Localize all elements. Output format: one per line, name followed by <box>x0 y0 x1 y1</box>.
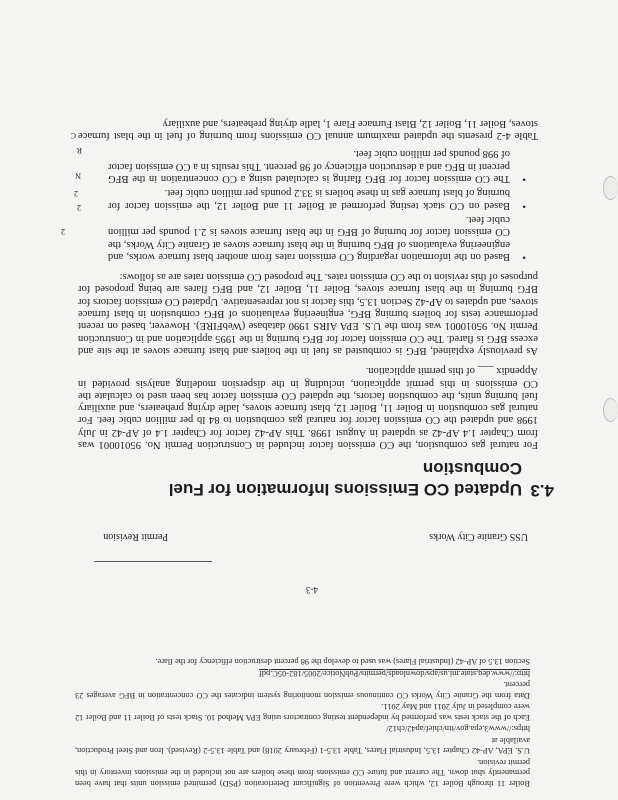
section-number: 4.3 <box>530 481 554 500</box>
subscript-r: R <box>76 146 82 155</box>
section-title-line1: Updated CO Emissions Information for Fuel <box>168 480 522 499</box>
footnote-1: U.S. EPA, AP-42 Chapter 13.5, Industrial Flares, Table 13.5-1 (February 2018) and Table 13.5-2 (Revised). Iron and Steel Production, available at <box>75 736 530 756</box>
section-title-line2: Combustion <box>422 459 522 478</box>
section-title <box>122 458 522 500</box>
footnote-3: Data from the Granite City Works CO continuous emission monitoring system indicates the CO concentration in BFG averages 23 percent. <box>75 680 530 700</box>
footnote-1-ref: https://www3.epa.gov/ttn/chief/ap42/ch12/ <box>386 724 530 734</box>
paragraph-table-reference: Table 4-2 presents the updated maximum annual CO emissions from burning of fuel in the blast furnace stoves, Boiler 11, Boiler 12, Blast Furnace Flare 1, ladle drying preheaters, and auxiliary <box>78 117 538 142</box>
body-text <box>78 117 538 450</box>
subscript-co2-a: 2 <box>77 203 81 212</box>
header-facility: USS Granite City Works <box>429 531 528 542</box>
header-document-type: Permit Revision <box>103 531 168 542</box>
bullet-flare: • The CO emission factor for BFG flaring is calculated using a CO concentration in the BFG percent in BFG and a destruction efficiency of 98 percent. This results in a CO emission factor of 998 pounds per million cubic feet. <box>78 147 510 184</box>
paragraph-natural-gas: For natural gas combustion, the CO emission factor included in Construction Permit No. 95010001 was from Chapter 1.4 AP-42 as updated in August 1998. This AP-42 factor for Chapter 1.4 of AP-42 in July 1998 and updated the CO emission factor for natural gas combustion to 84 lb per million cubic feet. For natural gas combustion in Boiler 11, Boiler 12, blast furnace stoves, ladle drying preheaters, and auxiliary fuel burning units, the combustion factors, the updated CO emission factor has been used to calculate the CO emissions in this permit application, including in the dispersion modeling analysis provided in Appendix ___ of this permit application. <box>78 365 538 450</box>
bullet-stoves: • Based on the information regarding CO emission rates from another blast furnace works, and engineering evaluations of BFG burning in the blast furnace stoves at Granite City Works, the CO emission factor for burning of BFG in the blast furnace stoves is 2.1 pounds per million cubic feet. <box>78 213 510 262</box>
subscript-co2-b: 2 <box>74 189 78 198</box>
binder-hole-bottom <box>603 176 618 200</box>
footnote-2: Each of the stack tests was performed by independent testing contractors using EPA Method 10. Stack tests of Boiler 11 and Boiler 12 were completed in July 2011 and May 2011. <box>75 702 530 722</box>
footnote-4-link[interactable]: http://www.deq.state.mi.us/aps/downloads/permits/PubNotice/2005/182-05C.pdf <box>259 669 530 678</box>
co-emission-rate-list <box>78 147 538 262</box>
footnotes <box>75 655 530 788</box>
page-number: 4-3 <box>306 585 318 595</box>
subscript-n: N <box>75 171 81 180</box>
footnote-5: Section 13.5 of AP-42 (Industrial Flares) was used to develop the 98 percent destruction efficiency for the flare. <box>155 657 530 667</box>
header-rule <box>94 561 212 562</box>
subscript-c: C <box>70 131 76 140</box>
paragraph-bfg: As previously explained, BFG is combusted as fuel in the boilers and blast furnace stoves at the site and excess BFG is flared. The CO emission factor for BFG burning in the 1995 application and in Construction Permit No. 95010001 was from the U.S. EPA AIRS 1990 database (WebFIRE). However, based on recent performance tests for boilers burning BFG, engineering evaluations of BFG combustion in blast furnace stoves, and updates to AP-42 Section 13.5, this factor is not representative. Updated CO emission factors for BFG burning in the blast furnace stoves, Boiler 11, Boiler 12, and BFG flares are being proposed for purposes of this revision to the CO emission rates. The proposed CO emission rates are as follows: <box>78 271 538 356</box>
bullet-boilers: • Based on CO stack testing performed at Boiler 11 and Boiler 12, the emission factor for burning of blast furnace gas in these boilers is 33.2 pounds per million cubic feet. <box>78 186 510 211</box>
binder-hole-top <box>603 398 618 422</box>
subscript-co-c: 2 <box>61 227 65 236</box>
footnote-intro: Boiler 11 through Boiler 12, which were Prevention of Significant Deterioration (PSD) permitted emission units that have been permanently shut down. The current and future CO emissions from these boilers are not included in the emissions inventory in this permit revision. <box>75 758 530 788</box>
